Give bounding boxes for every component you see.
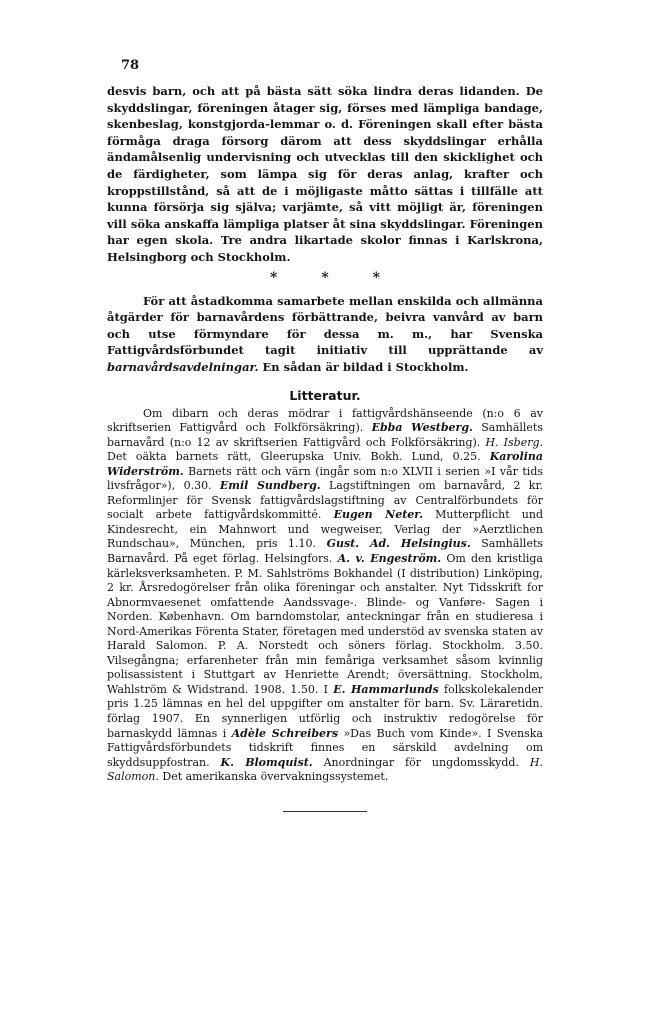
lit-text: Barnets rätt och värn (ingår som n:o XLVII i serien »I vår tids livsfrågor»), 0.30. [107,464,544,493]
page-number: 78 [121,58,140,73]
lit-author: Karolina Widerström. [107,450,544,478]
lit-author: E. Hammarlunds [333,682,439,696]
end-rule [283,811,367,812]
literature-list [107,407,543,785]
literature-heading: Litteratur. [289,387,361,403]
paragraph-cooperation [107,293,543,376]
lit-text: Anordningar för ungdomsskydd. [323,755,519,769]
section-separator [107,269,543,287]
lit-text: Det amerikanska övervakningssystemet. [162,770,389,784]
lit-text: Samhällets Barnavård. På eget förlag. Helsingfors. [107,537,544,565]
lit-text: folkskolekalender pris 1.25 lämnas en hel del uppgifter om anstalter för barn. Sv. Läraretidn. förlag 1907. En synnerligen utförlig och instruktiv redogörelse för barnaskydd lämnas i [107,682,543,740]
lit-text: Om dibarn och deras mödrar i fattigvårdshänseende (n:o 6 av skriftserien Fattigvård och Folkförsäkring). [107,406,543,435]
lit-text: Samhällets barnavård (n:o 12 av skriftserien Fattigvård och Folkförsäkring). [107,421,543,449]
lit-author: H. Isberg. [485,435,544,449]
lit-text: »Das Buch vom Kinde». I Svenska Fattigvårdsförbundets tidskrift finnes en särskild avdelning om skyddsuppfostran. [107,726,544,769]
lit-author: K. Blomquist. [220,755,313,769]
paragraph-cooperation-end: En sådan är bildad i Stockholm. [262,359,469,374]
separator-star: * [270,269,278,286]
lit-text: Mutterpflicht und Kindesrecht, ein Mahnwort und wegweiser, Verlag der »Aerztlichen Rundschau», München, pris 1.10. [107,508,544,551]
lit-text: Lagstiftningen om barnavård, 2 kr. Reformlinjer för Svensk fattigvårdslagstiftning av Centralförbundets för socialt arbete fattigvårdskommitté. [107,479,544,522]
lit-text: Om den kristliga kärleksverksamheten. P. M. Sahlströms Bokhandel (I distribution) Linköping, 2 kr. Årsredogörelser från olika föreningar och anstalter. Nyt Tidsskrift for Abnormvaesenet omfattende Aandssvage-. Blinde- og Vanføre- Sagen i Norden. København. Om barndomstolar, anteckningar från en studieresa i Nord-Amerikas Förenta Stater, företagen med understöd av svenska staten av Harald Salomon. P. A. Norstedt och söners förlag. Stockholm. 3.50. Vilsegångna; erfarenheter från min femåriga verksamhet såsom kvinnlig polisassistent i Stuttgart av Henriette Arendt; översättning. Stockholm, Wahlström & Widstrand. 1908. 1.50. I [107,551,544,696]
lit-author: Gust. Ad. Helsingius. [326,537,471,551]
lit-author: H. Salomon. [107,755,544,784]
lit-author: Adèle Schreibers [231,726,339,740]
separator-star: * [321,269,329,286]
separator-star: * [372,269,380,286]
lit-author: Ebba Westberg. [371,421,473,435]
page-content [107,58,543,812]
paragraph-school-text: desvis barn, och att på bästa sätt söka lindra deras lidanden. De skyddslingar, föreningen åtager sig, förses med lämpliga bandage, skenbeslag, konstgjorda-lemmar o. d. Föreningen skall efter bästa förmåga draga försorg därom att dess skyddslingar erhålla ändamålsenlig undervisning och utvecklas till den skicklighet och de färdigheter, som lämpa sig för deras anlag, krafter och kroppstillstånd, så att de i möjligaste måtto sättas i tillfälle att kunna försörja sig själva; varjämte, så vitt möjligt är, föreningen vill söka anskaffa lämpliga platser åt sina skyddslingar. Föreningen har egen skola. Tre andra likartade skolor finnas i Karlskrona, Helsingborg och Stockholm. [107,84,543,264]
paragraph-cooperation-emphasis: barnavårdsavdelningar. [107,359,259,374]
lit-author: Emil Sundberg. [219,479,321,493]
lit-author: A. v. Engeström. [337,551,442,565]
lit-text: Det oäkta barnets rätt, Gleerupska Univ. Bokh. Lund, 0.25. [107,450,481,464]
paragraph-cooperation-text: För att åstadkomma samarbete mellan enskilda och allmänna åtgärder för barnavårdens förbättrande, beivra vanvård av barn och utse förmyndare för dessa m. m., har Svenska Fattigvårdsförbundet tagit initiativ till upprättande av [107,293,543,358]
lit-author: Eugen Neter. [333,508,423,522]
